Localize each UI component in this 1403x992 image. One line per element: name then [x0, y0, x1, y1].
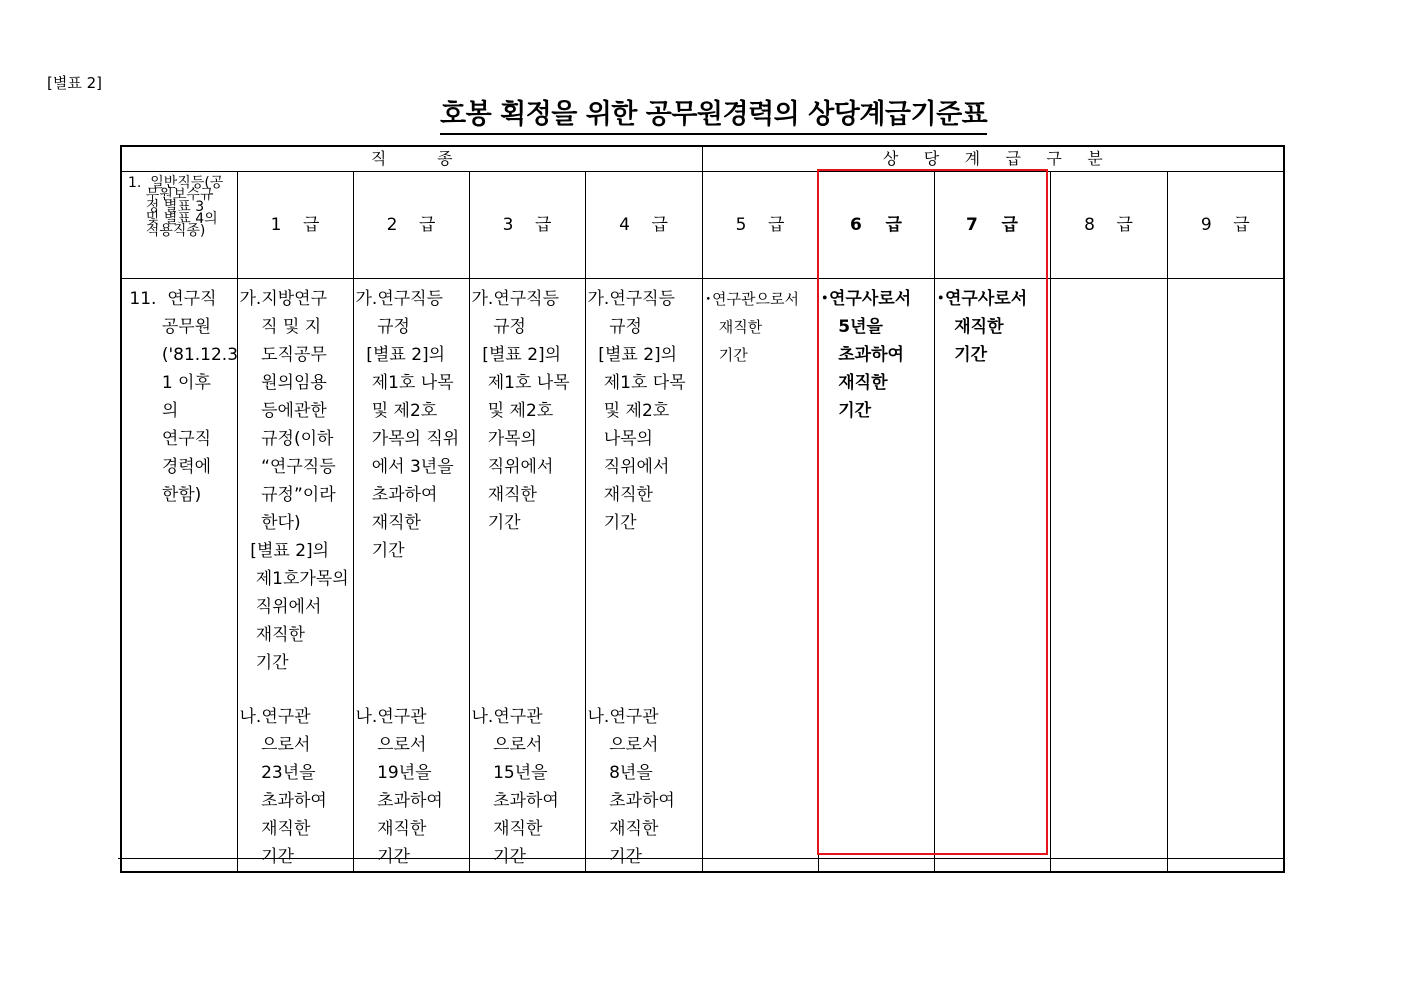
grade-9: 9 급 [1167, 172, 1284, 279]
grade-6-criteria: ･연구사로서 5년을 초과하여 재직한 기간 [818, 279, 934, 873]
grade-5: 5 급 [702, 172, 818, 279]
header-grade-classification: 상 당 계 급 구 분 [702, 146, 1284, 172]
grade-equivalence-table [120, 145, 1285, 873]
grade-8: 8 급 [1050, 172, 1167, 279]
header-occupation: 직 종 [121, 146, 702, 172]
grade-1-criteria: 가.지방연구 직 및 지 도직공무 원의임용 등에관한 규정(이하 “연구직등 규정”이라 한다) [별표 2]의 제1호가목의 직위에서 재직한 기간 나.연구관 으로서 23년을 초과하여 재직한 기간 [237, 279, 353, 873]
page-title: 호봉 획정을 위한 공무원경력의 상당계급기준표 [440, 92, 987, 135]
grade-5-criteria: ･연구관으로서 재직한 기간 [702, 279, 818, 873]
category-general: 1. 일반직등(공 무원보수규 정 별표 3 및 별표 4의 적용직종) [121, 172, 237, 279]
grade-2-criteria: 가.연구직등 규정 [별표 2]의 제1호 나목 및 제2호 가목의 직위 에서 3년을 초과하여 재직한 기간 나.연구관 으로서 19년을 초과하여 재직한 기간 [353, 279, 469, 873]
grade-3-criteria: 가.연구직등 규정 [별표 2]의 제1호 나목 및 제2호 가목의 직위에서 재직한 기간 나.연구관 으로서 15년을 초과하여 재직한 기간 [469, 279, 585, 873]
category-researcher: 11. 연구직 공무원 ('81.12.3 1 이후 의 연구직 경력에 한함) [121, 279, 237, 873]
grade-7: 7 급 [934, 172, 1050, 279]
grade-3: 3 급 [469, 172, 585, 279]
grade-1: 1 급 [237, 172, 353, 279]
grade-7-criteria: ･연구사로서 재직한 기간 [934, 279, 1050, 873]
grade-4-criteria: 가.연구직등 규정 [별표 2]의 제1호 다목 및 제2호 나목의 직위에서 재직한 기간 나.연구관 으로서 8년을 초과하여 재직한 기간 [585, 279, 702, 873]
grade-8-criteria [1050, 279, 1167, 873]
grade-6: 6 급 [818, 172, 934, 279]
annex-tag: [별표 2] [47, 74, 102, 92]
grade-4: 4 급 [585, 172, 702, 279]
table-bottom-rule [118, 858, 1285, 859]
grade-2: 2 급 [353, 172, 469, 279]
grade-9-criteria [1167, 279, 1284, 873]
